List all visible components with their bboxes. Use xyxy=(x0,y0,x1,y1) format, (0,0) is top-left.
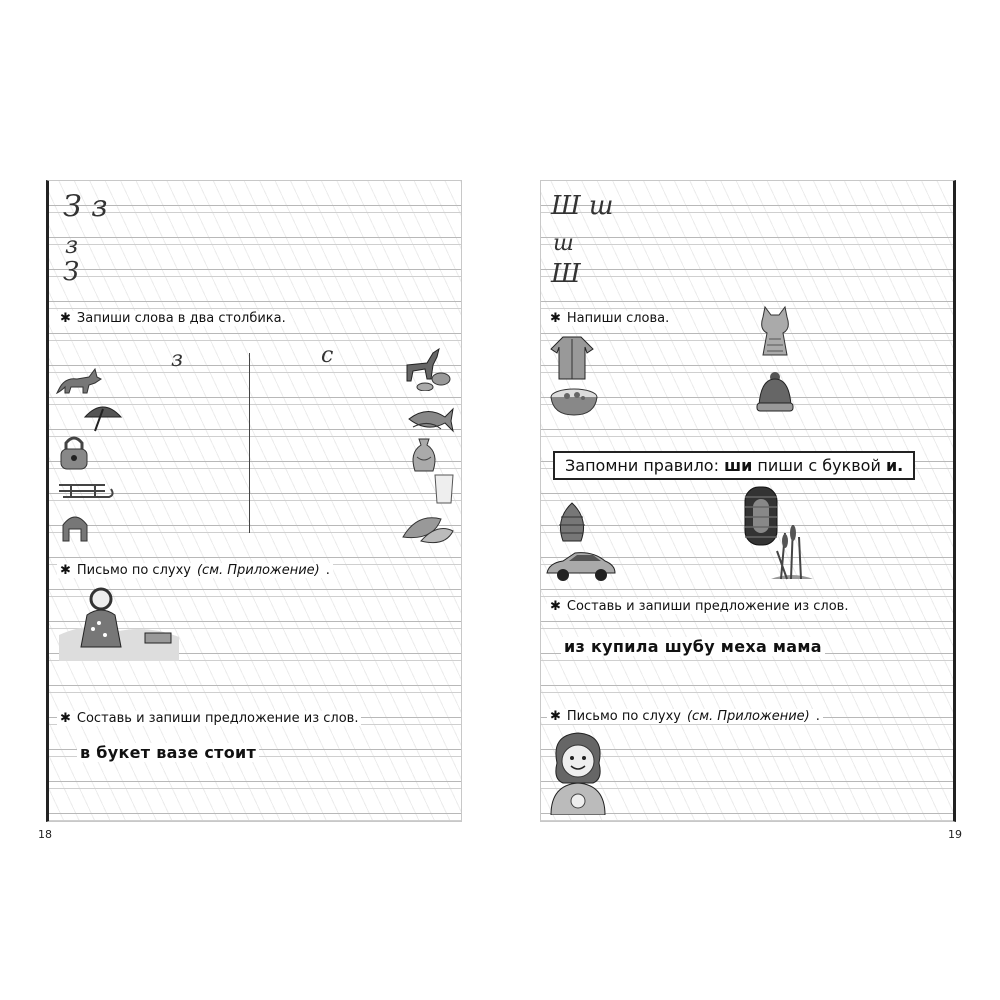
star-bullet-icon: ✱ xyxy=(550,311,561,326)
column-header-z: з xyxy=(171,347,183,372)
lock-icon xyxy=(57,433,91,471)
rule-bold-i: и xyxy=(885,456,898,475)
task-text: Составь и запиши предложение из слов. xyxy=(566,599,849,614)
task-note: (см. Приложение) xyxy=(686,709,810,724)
rule-end: . xyxy=(897,456,904,475)
column-divider xyxy=(249,353,250,533)
star-bullet-icon: ✱ xyxy=(550,599,561,614)
vase-icon xyxy=(407,437,441,477)
girl-in-winter-icon xyxy=(59,585,179,661)
letter-upper: Ш xyxy=(551,259,581,289)
rule-bold-shi: ши xyxy=(724,456,753,475)
star-bullet-icon: ✱ xyxy=(550,709,561,724)
task-make-sentence xyxy=(57,711,361,726)
knit-hat-icon xyxy=(755,371,795,415)
fish-icon xyxy=(405,403,455,435)
sentence-words: из купила шубу меха мама xyxy=(561,637,825,656)
task-end: . xyxy=(325,563,330,578)
task-write-two-columns xyxy=(57,311,289,326)
rule-middle: пиши с буквой xyxy=(752,456,886,475)
bowl-icon xyxy=(549,387,599,417)
fur-coat-icon xyxy=(549,335,595,381)
fox-icon xyxy=(55,365,103,397)
task-dictation xyxy=(57,563,333,578)
task-note: (см. Приложение) xyxy=(196,563,320,578)
page-number-right: 19 xyxy=(948,828,962,841)
letter-lower: з xyxy=(65,231,79,259)
hat-with-earflaps-icon xyxy=(57,507,93,549)
umbrella-icon xyxy=(81,399,125,435)
letter-pair: Ш ш xyxy=(551,191,614,221)
task-end: . xyxy=(815,709,820,724)
letter-upper: З xyxy=(63,257,80,287)
page-number-left: 18 xyxy=(38,828,52,841)
task-text: Напиши слова. xyxy=(566,311,670,326)
car-icon xyxy=(545,549,617,583)
sentence-words: в букет вазе стоит xyxy=(77,743,259,762)
letter-pair: З з xyxy=(63,189,108,224)
task-dictation xyxy=(547,709,823,724)
star-bullet-icon: ✱ xyxy=(60,711,71,726)
leaves-icon xyxy=(397,507,457,549)
task-text: Запиши слова в два столбика. xyxy=(76,311,286,326)
star-bullet-icon: ✱ xyxy=(60,563,71,578)
star-bullet-icon: ✱ xyxy=(60,311,71,326)
task-text: Письмо по слуху xyxy=(76,563,191,578)
cat-icon xyxy=(753,305,797,361)
letter-lower: ш xyxy=(553,231,574,256)
column-header-s: с xyxy=(321,343,334,368)
glass-icon xyxy=(433,473,455,505)
sled-icon xyxy=(57,477,115,503)
rule-box xyxy=(553,451,915,480)
right-page xyxy=(540,180,956,822)
rule-prefix: Запомни правило: xyxy=(565,456,725,475)
reeds-icon xyxy=(767,521,817,581)
task-text: Письмо по слуху xyxy=(566,709,681,724)
task-text: Составь и запиши предложение из слов. xyxy=(76,711,359,726)
task-make-sentence xyxy=(547,599,851,614)
task-write-words xyxy=(547,311,672,326)
smiling-girl-icon xyxy=(543,729,613,815)
pine-cone-icon xyxy=(553,501,591,545)
left-page xyxy=(46,180,462,822)
goat-and-dogs-icon xyxy=(401,343,453,391)
